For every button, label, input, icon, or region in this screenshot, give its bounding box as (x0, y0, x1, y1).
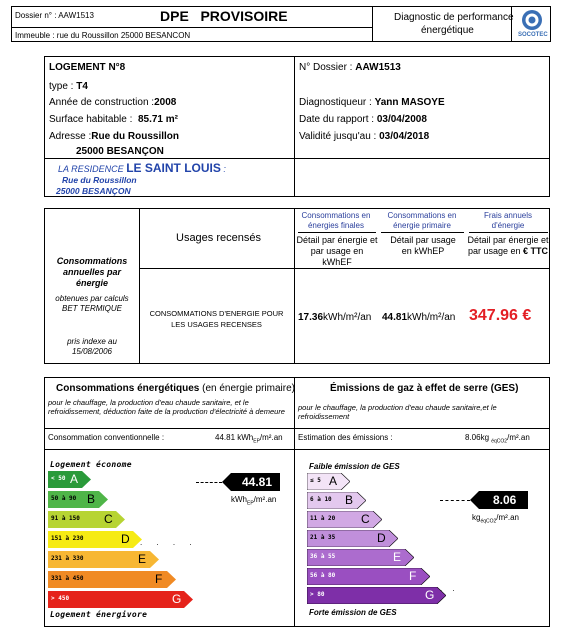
conso-v1 (139, 208, 140, 364)
ges-class-range: ≤ 5 (310, 477, 321, 484)
residence-rue: Rue du Roussillon (62, 175, 137, 185)
ges-marker-line (440, 500, 470, 501)
energie-class-letter: A (70, 472, 79, 486)
ges-title: Émissions de gaz à effet de serre (GES) (330, 383, 519, 394)
energie-class-e (48, 551, 159, 568)
energie-class-f (48, 571, 176, 588)
adresse-row: Adresse :Rue du Roussillon (49, 131, 180, 142)
logo-text: SOCOTEC (518, 32, 548, 38)
col2-header-line (381, 232, 464, 233)
energie-title: Consommations énergétiques (en énergie primaire) (56, 383, 295, 394)
conso-val2: 44.81kWh/m²/an (382, 312, 456, 323)
usage-row-label: CONSOMMATIONS D'ENERGIE POUR LES USAGES RECENSES (149, 309, 284, 329)
col3-header: Frais annuels d'énergie (483, 211, 533, 230)
immeuble-label: Immeuble : rue du Roussillon 25000 BESANCON (15, 31, 191, 40)
labels-divider (294, 377, 295, 627)
energie-class-range: < 50 (51, 475, 66, 482)
energie-class-letter: E (138, 552, 147, 566)
energie-class-d (48, 531, 142, 548)
info-divider (294, 56, 295, 197)
ges-class-letter: C (361, 512, 370, 526)
energie-conv-value: 44.81 kWh$_{EP}$/m².an (215, 433, 283, 445)
ges-est-value: 8.06kg $_{éqCO2}$/m².an (465, 433, 530, 445)
ges-class-range: 11 à 20 (310, 515, 336, 522)
col3-header-line (469, 232, 548, 233)
ges-dots: . . (440, 584, 459, 593)
energie-marker-unit: kWh$_{EP}$/m².an (231, 495, 277, 507)
conso-v2 (294, 208, 295, 364)
conso-left-sub1: obtenues par calculs BET TERMIQUE (55, 294, 129, 313)
ges-class-letter: B (345, 493, 354, 507)
energie-class-letter: F (155, 572, 163, 586)
residence-ville: 25000 BESANÇON (56, 186, 131, 196)
ges-class-c (307, 511, 382, 528)
usages-header: Usages recensés (176, 232, 261, 244)
energie-class-range: 50 à 90 (51, 495, 77, 502)
ges-class-b (307, 492, 366, 509)
energie-class-range: > 450 (51, 595, 70, 602)
energie-bottom-label: Logement énergivore (50, 610, 148, 619)
energie-class-range: 231 à 330 (51, 555, 84, 562)
energie-class-letter: B (87, 492, 96, 506)
ges-bottom-label: Forte émission de GES (309, 608, 397, 617)
ges-class-e (307, 549, 414, 566)
energie-class-a (48, 471, 91, 488)
logement-title: LOGEMENT N°8 (49, 62, 126, 73)
surface-row: Surface habitable : 85.71 m² (49, 114, 178, 125)
ges-class-g (307, 587, 446, 604)
col1-header-line (298, 232, 376, 233)
energie-marker-line (196, 482, 222, 483)
ville-row: 25000 BESANÇON (76, 146, 164, 157)
header-divider-h (11, 27, 372, 28)
ges-class-d (307, 530, 398, 547)
energie-class-c (48, 511, 125, 528)
conso-left-sub2: pris indexe au 15/08/2006 (67, 337, 117, 356)
socotec-logo-icon (516, 8, 548, 40)
type-row: type : T4 (49, 81, 88, 92)
ges-class-letter: E (393, 550, 402, 564)
ges-marker (470, 491, 528, 509)
ges-h1 (294, 428, 550, 429)
ges-class-letter: D (377, 531, 386, 545)
page-title: DPE PROVISOIRE (160, 8, 288, 24)
energie-class-g (48, 591, 193, 608)
date-row: Date du rapport : 03/04/2008 (299, 114, 427, 125)
ges-class-range: 36 à 55 (310, 553, 336, 560)
conso-h1 (139, 268, 550, 269)
col2-sub: Détail par usage en kWhEP (390, 235, 456, 256)
ges-class-letter: A (329, 474, 338, 488)
dossier-label: Dossier n° : AAW1513 (15, 11, 94, 20)
energie-class-range: 331 à 450 (51, 575, 84, 582)
ges-class-f (307, 568, 430, 585)
conso-left-title: Consommations annuelles par énergie (56, 256, 128, 288)
diag-title-2: énergétique (421, 25, 474, 36)
ges-top-label: Faible émission de GES (309, 462, 400, 471)
col1-sub: Détail par énergie et par usage en kWhEF (296, 235, 378, 267)
energie-desc: pour le chauffage, la production d'eau chaude sanitaire, et le refroidissement, déduction faite de la production d'électricité à demeure (48, 398, 285, 416)
ges-class-letter: F (409, 569, 417, 583)
ges-est-label: Estimation des émissions : (298, 433, 393, 442)
energie-class-letter: C (104, 512, 113, 526)
energie-class-range: 91 à 150 (51, 515, 80, 522)
header-divider-1 (372, 6, 373, 42)
col1-header: Consommations en énergies finales (301, 211, 371, 230)
ges-class-range: 6 à 10 (310, 496, 332, 503)
diagnostiqueur-row: Diagnostiqueur : Yann MASOYE (299, 97, 445, 108)
ges-marker-value: 8.06 (493, 493, 517, 507)
energie-dots: . . . . (140, 538, 198, 547)
energie-class-range: 151 à 230 (51, 535, 84, 542)
energie-conv-label: Consommation conventionnelle : (48, 433, 165, 442)
energie-marker-value: 44.81 (242, 475, 273, 489)
annee-row: Année de construction :2008 (49, 97, 177, 108)
ges-h2 (294, 449, 550, 450)
ges-class-range: 56 à 80 (310, 572, 336, 579)
ges-marker-unit: $kg_{éqCO2}/m^2.an$ (472, 513, 519, 525)
ges-desc: pour le chauffage, la production d'eau chaude sanitaire,et le refroidissement (298, 403, 497, 421)
info-divider-h (44, 158, 550, 159)
ges-class-range: > 80 (310, 591, 325, 598)
ges-class-range: 21 à 35 (310, 534, 336, 541)
conso-val3: 347.96 € (469, 307, 532, 324)
energie-marker (222, 473, 280, 491)
dossier-row: N° Dossier : AAW1513 (299, 62, 401, 73)
conso-val1: 17.36kWh/m²/an (298, 312, 372, 323)
energie-top-label: Logement économe (50, 460, 132, 469)
col3-sub: Détail par énergie et par usage en € TTC (467, 235, 549, 256)
col2-header: Consommations en énergie primaire (387, 211, 457, 230)
energie-h1 (44, 428, 294, 429)
energie-class-letter: G (172, 592, 182, 606)
residence-line: LA RESIDENCE LE SAINT LOUIS : (58, 161, 226, 175)
ges-class-a (307, 473, 350, 490)
validite-row: Validité jusqu'au : 03/04/2018 (299, 131, 430, 142)
diag-title-1: Diagnostic de performance (394, 12, 514, 23)
energie-class-letter: D (121, 532, 130, 546)
ges-class-letter: G (425, 588, 435, 602)
energie-class-b (48, 491, 108, 508)
energie-h2 (44, 449, 294, 450)
